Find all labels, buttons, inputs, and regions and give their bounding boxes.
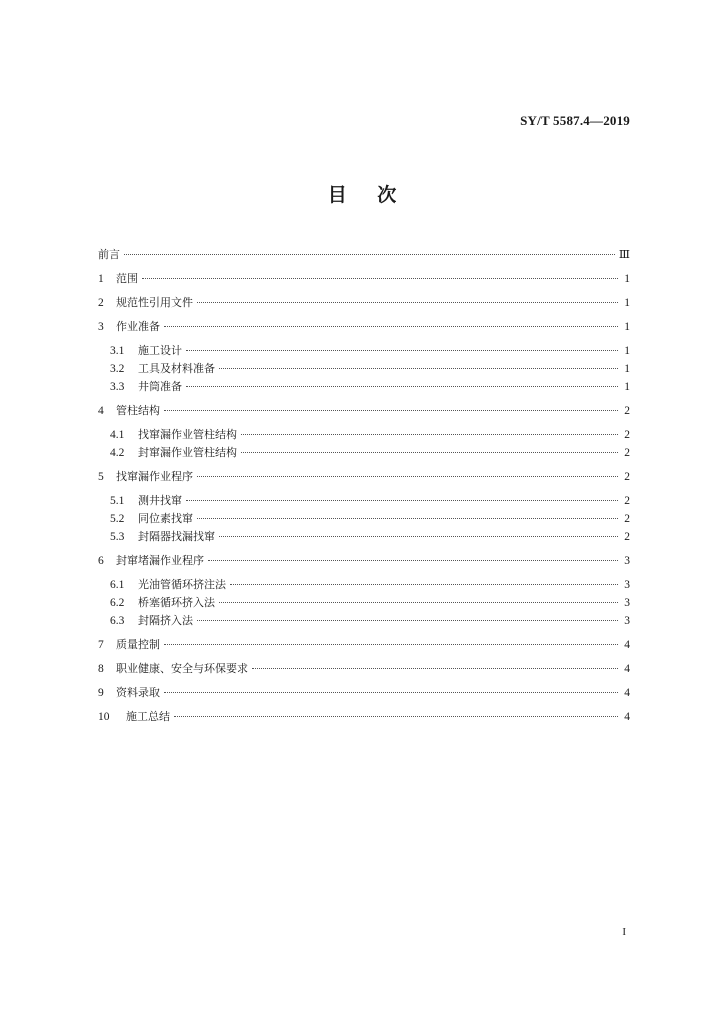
toc-entry-number: 6.3 [110,615,125,627]
table-of-contents [98,246,630,726]
toc-entry-label: 找窜漏作业程序 [116,470,193,483]
toc-entry-number: 5.1 [110,495,125,507]
toc-entry-number: 2 [98,297,104,309]
toc-entry-6[interactable] [98,552,630,570]
toc-entry-page: Ⅲ [618,249,630,261]
dot-leader [241,452,618,453]
toc-entry-label: 找窜漏作业管柱结构 [138,428,237,441]
toc-entry-label: 资料录取 [116,686,160,699]
toc-entry-5-1[interactable] [98,492,630,510]
toc-entry-number: 6 [98,555,104,567]
dot-leader [252,668,618,669]
toc-entry-5-2[interactable] [98,510,630,528]
dot-leader [208,560,618,561]
dot-leader [164,644,618,645]
toc-entry-number: 4 [98,405,104,417]
toc-entry-4-2[interactable] [98,444,630,462]
toc-entry-number: 9 [98,687,104,699]
toc-entry-number: 8 [98,663,104,675]
toc-entry-label: 规范性引用文件 [116,296,193,309]
toc-entry-label: 光油管循环挤注法 [138,578,226,591]
toc-entry-number: 6.1 [110,579,125,591]
dot-leader [241,434,618,435]
toc-entry-label: 工具及材料准备 [138,362,215,375]
toc-entry-number: 3.2 [110,363,125,375]
dot-leader [219,368,618,369]
dot-leader [142,278,618,279]
toc-entry-label: 作业准备 [116,320,160,333]
toc-entry-page: 2 [624,531,630,543]
toc-entry-1[interactable] [98,270,630,288]
toc-entry-label: 封隔器找漏找窜 [138,530,215,543]
toc-entry-label: 施工设计 [138,344,182,357]
toc-entry-page: 3 [624,555,630,567]
toc-entry-number: 5 [98,471,104,483]
dot-leader [197,620,618,621]
toc-entry-label: 职业健康、安全与环保要求 [116,662,248,675]
dot-leader [164,326,618,327]
toc-entry-page: 4 [624,711,630,723]
toc-entry-page: 4 [624,663,630,675]
toc-entry-page: 1 [624,321,630,333]
toc-entry-3-1[interactable] [98,342,630,360]
toc-entry-page: 3 [624,579,630,591]
toc-entry-page: 3 [624,615,630,627]
toc-entry-label: 井筒准备 [138,380,182,393]
dot-leader [197,302,618,303]
dot-leader [124,254,615,255]
page-number: I [622,926,626,938]
toc-entry-page: 1 [624,273,630,285]
toc-entry-label: 施工总结 [126,710,170,723]
toc-entry-page: 4 [624,639,630,651]
toc-entry-page: 4 [624,687,630,699]
toc-entry-page: 1 [624,345,630,357]
toc-entry-7[interactable] [98,636,630,654]
toc-entry-6-1[interactable] [98,576,630,594]
toc-entry-6-3[interactable] [98,612,630,630]
toc-entry-3-2[interactable] [98,360,630,378]
toc-entry-label: 管柱结构 [116,404,160,417]
toc-entry-page: 3 [624,597,630,609]
toc-entry-3-3[interactable] [98,378,630,396]
dot-leader [197,476,618,477]
toc-entry-label: 同位素找窜 [138,512,193,525]
toc-entry-number: 4.2 [110,447,125,459]
toc-entry-number: 7 [98,639,104,651]
toc-entry-page: 2 [624,513,630,525]
toc-entry-label: 桥塞循环挤入法 [138,596,215,609]
dot-leader [219,602,618,603]
standard-code: SY/T 5587.4—2019 [520,113,630,128]
toc-entry-8[interactable] [98,660,630,678]
toc-entry-page: 1 [624,381,630,393]
toc-entry-number: 10 [98,711,110,723]
toc-entry-number: 1 [98,273,104,285]
toc-entry-page: 2 [624,495,630,507]
toc-entry-label: 前言 [98,248,120,261]
dot-leader [186,500,618,501]
toc-entry-5-3[interactable] [98,528,630,546]
toc-entry-4[interactable] [98,402,630,420]
toc-entry-label: 封窜漏作业管柱结构 [138,446,237,459]
toc-entry-page: 1 [624,363,630,375]
toc-entry-page: 2 [624,405,630,417]
dot-leader [164,410,618,411]
toc-entry-page: 2 [624,429,630,441]
dot-leader [197,518,618,519]
toc-entry-page: 1 [624,297,630,309]
toc-entry-5[interactable] [98,468,630,486]
toc-entry-9[interactable] [98,684,630,702]
toc-entry-10[interactable] [98,708,630,726]
toc-entry-page: 2 [624,471,630,483]
toc-entry-page: 2 [624,447,630,459]
dot-leader [186,386,618,387]
toc-entry-number: 4.1 [110,429,125,441]
toc-entry-2[interactable] [98,294,630,312]
page-title: 目 次 [327,184,397,206]
toc-entry-number: 3.3 [110,381,125,393]
dot-leader [164,692,618,693]
dot-leader [174,716,618,717]
toc-entry-foreword[interactable] [98,246,630,264]
toc-entry-label: 封隔挤入法 [138,614,193,627]
toc-entry-6-2[interactable] [98,594,630,612]
toc-entry-label: 封窜堵漏作业程序 [116,554,204,567]
toc-entry-label: 质量控制 [116,638,160,651]
dot-leader [186,350,618,351]
toc-entry-number: 3 [98,321,104,333]
toc-entry-3[interactable] [98,318,630,336]
toc-entry-number: 6.2 [110,597,125,609]
dot-leader [230,584,618,585]
toc-entry-label: 范围 [116,272,138,285]
toc-entry-number: 5.3 [110,531,125,543]
toc-entry-number: 5.2 [110,513,125,525]
dot-leader [219,536,618,537]
toc-entry-number: 3.1 [110,345,125,357]
toc-entry-label: 测井找窜 [138,494,182,507]
toc-entry-4-1[interactable] [98,426,630,444]
